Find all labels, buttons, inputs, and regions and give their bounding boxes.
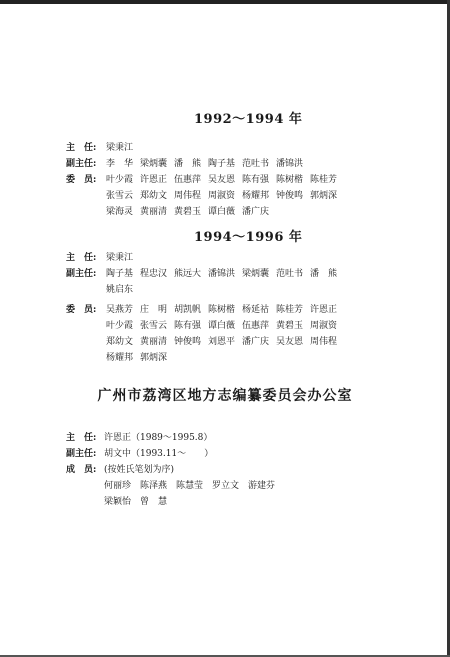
term1-member-name: 许恩正 bbox=[140, 175, 168, 185]
office-member-name: 陈泽燕 bbox=[140, 481, 168, 491]
term1-vice-name: 潘 熊 bbox=[174, 159, 202, 169]
term2-member-name: 杨延祜 bbox=[242, 305, 270, 315]
term2-vice-name: 程忠汉 bbox=[140, 269, 168, 279]
term1-member-name: 谭白薇 bbox=[208, 207, 236, 217]
term1-vice-name: 李 华 bbox=[106, 159, 134, 169]
term2-title: 1994～1996 年 bbox=[194, 230, 303, 245]
term2-member-name: 黄碧玉 bbox=[276, 321, 304, 331]
term2-member-name: 胡凯帆 bbox=[174, 305, 202, 315]
office-deputy-value: 胡文中（1993.11～ ） bbox=[104, 449, 214, 459]
term2-member-name: 庄 明 bbox=[140, 305, 168, 315]
term1-members-row bbox=[66, 172, 344, 185]
term2-member-name: 陈树楷 bbox=[208, 305, 236, 315]
term2-member-name: 周淑资 bbox=[310, 321, 338, 331]
term2-vice-name: 范吐书 bbox=[276, 269, 304, 279]
term1-member-name: 张雪云 bbox=[106, 191, 134, 201]
term1-members-row-3 bbox=[106, 204, 276, 217]
term2-member-name: 叶少霞 bbox=[106, 321, 134, 331]
term1-member-name: 梁海灵 bbox=[106, 207, 134, 217]
office-members-row-2 bbox=[104, 494, 176, 507]
term2-member-name: 周伟程 bbox=[310, 337, 338, 347]
office-member-name: 梁颖怡 bbox=[104, 497, 132, 507]
term1-member-name: 黄碧玉 bbox=[174, 207, 202, 217]
term1-vice-name: 潘锦洪 bbox=[276, 159, 304, 169]
term2-member-name: 陈有强 bbox=[174, 321, 202, 331]
office-member-label: 成 员: bbox=[66, 465, 97, 475]
term2-vice-label: 副主任: bbox=[66, 269, 97, 279]
term1-member-name: 陈桂芳 bbox=[310, 175, 338, 185]
term2-member-name: 许恩正 bbox=[310, 305, 338, 315]
term2-member-name: 吴友恩 bbox=[276, 337, 304, 347]
term1-member-name: 吴友恩 bbox=[208, 175, 236, 185]
term2-member-name: 吴燕芳 bbox=[106, 305, 134, 315]
term1-member-name: 杨耀邦 bbox=[242, 191, 270, 201]
term2-members-row-3 bbox=[106, 334, 344, 347]
term2-member-name: 杨耀邦 bbox=[106, 353, 134, 363]
term2-vice-row bbox=[66, 266, 344, 279]
term1-member-label: 委 员: bbox=[66, 175, 97, 185]
term2-vice-row-2 bbox=[106, 282, 140, 295]
term1-member-name: 周伟程 bbox=[174, 191, 202, 201]
term2-vice-name: 熊远大 bbox=[174, 269, 202, 279]
term2-members-row-4 bbox=[106, 350, 174, 363]
office-director-row bbox=[66, 430, 212, 443]
term1-vice-row bbox=[66, 156, 310, 169]
term1-chair-row bbox=[66, 140, 133, 153]
term2-member-name: 伍惠萍 bbox=[242, 321, 270, 331]
office-title: 广州市荔湾区地方志编纂委员会办公室 bbox=[97, 388, 353, 404]
term2-member-name: 陈桂芳 bbox=[276, 305, 304, 315]
term1-member-name: 陈有强 bbox=[242, 175, 270, 185]
office-members-row bbox=[66, 462, 174, 475]
term1-vice-name: 梁炳囊 bbox=[140, 159, 168, 169]
term2-member-name: 黄丽清 bbox=[140, 337, 168, 347]
office-member-name: 游建芬 bbox=[248, 481, 276, 491]
term1-vice-name: 陶子基 bbox=[208, 159, 236, 169]
office-member-name: 何丽珍 bbox=[104, 481, 132, 491]
office-director-value: 许恩正（1989～1995.8） bbox=[104, 433, 213, 443]
term1-members-row-2 bbox=[106, 188, 344, 201]
term1-member-name: 郑幼文 bbox=[140, 191, 168, 201]
term1-member-name: 潘广庆 bbox=[242, 207, 270, 217]
term2-members-row-2 bbox=[106, 318, 344, 331]
term1-chair-label: 主 任: bbox=[66, 143, 97, 153]
term2-member-name: 郭炳深 bbox=[140, 353, 168, 363]
term2-vice-name: 姚启东 bbox=[106, 285, 134, 295]
scan-edge-top bbox=[0, 0, 450, 4]
office-member-name: 曾 慧 bbox=[140, 497, 168, 507]
term2-member-name: 潘广庆 bbox=[242, 337, 270, 347]
term2-member-name: 刘恩平 bbox=[208, 337, 236, 347]
term1-member-name: 钟俊鸣 bbox=[276, 191, 304, 201]
term2-vice-name: 潘锦洪 bbox=[208, 269, 236, 279]
term2-chair-name: 梁秉江 bbox=[106, 253, 134, 263]
office-member-name: 罗立文 bbox=[212, 481, 240, 491]
office-deputy-label: 副主任: bbox=[66, 449, 97, 459]
office-member-name: 陈慧莹 bbox=[176, 481, 204, 491]
term2-member-name: 郑幼文 bbox=[106, 337, 134, 347]
term2-vice-name: 潘 熊 bbox=[310, 269, 338, 279]
term2-member-name: 谭白薇 bbox=[208, 321, 236, 331]
term1-member-name: 郭炳深 bbox=[310, 191, 338, 201]
term2-member-name: 钟俊鸣 bbox=[174, 337, 202, 347]
term1-member-name: 伍惠萍 bbox=[174, 175, 202, 185]
term1-member-name: 陈树楷 bbox=[276, 175, 304, 185]
office-deputy-row bbox=[66, 446, 213, 459]
term2-member-name: 张雪云 bbox=[140, 321, 168, 331]
term1-member-name: 周淑资 bbox=[208, 191, 236, 201]
term2-members-row bbox=[66, 302, 344, 315]
office-director-label: 主 任: bbox=[66, 433, 97, 443]
term1-chair-name: 梁秉江 bbox=[106, 143, 134, 153]
office-member-note: (按姓氏笔划为序) bbox=[104, 465, 175, 475]
term1-vice-label: 副主任: bbox=[66, 159, 97, 169]
office-members-row-1 bbox=[104, 478, 284, 491]
term1-vice-name: 范吐书 bbox=[242, 159, 270, 169]
term2-member-label: 委 员: bbox=[66, 305, 97, 315]
term1-member-name: 叶少霞 bbox=[106, 175, 134, 185]
term1-title: 1992～1994 年 bbox=[194, 112, 303, 127]
term2-chair-row bbox=[66, 250, 133, 263]
term2-vice-name: 梁炳囊 bbox=[242, 269, 270, 279]
term2-chair-label: 主 任: bbox=[66, 253, 97, 263]
term1-member-name: 黄丽清 bbox=[140, 207, 168, 217]
term2-vice-name: 陶子基 bbox=[106, 269, 134, 279]
